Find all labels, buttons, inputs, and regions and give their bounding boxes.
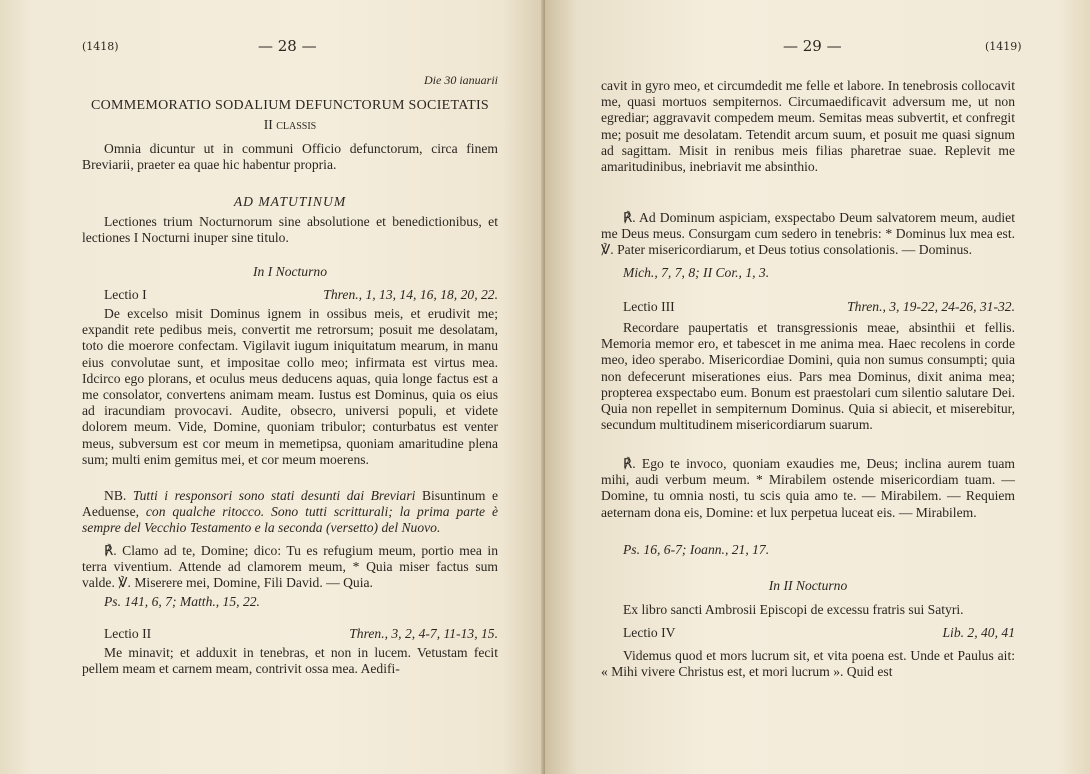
lectio-4-header: [623, 625, 1015, 641]
left-page-header: (1418): [82, 40, 119, 53]
responsory-1: ℟. Clamo ad te, Domine; dico: Tu es refugium meum, portio mea in terra viventium. Attende ad clamorem meum, * Quia miser factus sum valde. ℣. Miserere mei, Domine, Fili David. — Quia.: [82, 543, 498, 591]
lectio-3-reference: Thren., 3, 19-22, 24-26, 31-32.: [847, 299, 1015, 314]
nb-note: [82, 488, 498, 537]
nocturno-1-heading: In I Nocturno: [252, 264, 327, 279]
office-class: II classis: [263, 117, 317, 132]
lectio-1-header: [104, 287, 498, 303]
date-line: Die 30 ianuarii: [424, 73, 498, 87]
lectio-4-text: Videmus quod et mors lucrum sit, et vita poena est. Unde et Paulus ait: « Mihi vivere Christus est, et mori lucrum ». Quid est: [601, 648, 1015, 680]
left-page-number: — 28 —: [258, 37, 317, 55]
responsory-2: ℟. Ad Dominum aspiciam, exspectabo Deum salvatorem meum, audiet me Deus meus. Consurgam cum sedero in tenebris: * Dominus lux mea est. ℣. Pater misericordiarum, et Deus totius consolationis. — Dominus.: [601, 210, 1015, 258]
lectio-2-label: Lectio II: [104, 626, 152, 641]
responsory-3-reference: Ps. 16, 6-7; Ioann., 21, 17.: [623, 542, 770, 557]
responsory-1-reference: Ps. 141, 6, 7; Matth., 15, 22.: [104, 594, 260, 609]
intro-paragraph: Omnia dicuntur ut in communi Officio defunctorum, circa finem Breviarii, praeter ea quae hic habentur propria.: [82, 141, 498, 173]
matutinum-heading: AD MATUTINUM: [233, 194, 347, 209]
lectio-2-continuation: cavit in gyro meo, et circumdedit me felle et labore. In tenebrosis collocavit me, quasi mortuos sempiternos. Circumaedificavit adversum me, ut non egrediar; aggravavit compedem meum. Semitas meas subvertit, et confregit me; posuit me desolatam. Tetendit arcum suum, et posuit me quasi signum ad sagittam. Misit in renibus meis filias pharetrae suae. Replevit me amaritudinibus, inebriavit me absinthio.: [601, 78, 1015, 175]
lectio-1-label: Lectio I: [104, 287, 147, 302]
responsory-2-reference: Mich., 7, 7, 8; II Cor., 1, 3.: [623, 265, 770, 280]
lectio-3-text: Recordare paupertatis et transgressionis meae, absinthii et fellis. Memoria memor ero, et tabescet in me anima mea. Haec recolens in corde meo, ideo sperabo. Misericordiae Domini, quia non sumus consumpti; quia non defecerunt miserationes eius. Pars mea Dominus, dixit anima mea; propterea exspectabo eum. Bonum est praestolari cum silentio salutare Dei. Quia non repellet in sempiternum Dominus. Quia si abiecit, et miserebitur, secundum multitudinem misericordiarum suarum.: [601, 320, 1015, 433]
nb-italic-2: con qualche ritocco. Sono tutti scritturali; la prima parte è sempre del Vecchio Testamento e la seconda (versetto) del Nuovo.: [82, 504, 498, 536]
nb-prefix: NB.: [104, 488, 127, 503]
lectio-3-label: Lectio III: [623, 299, 675, 314]
lectio-1-text: De excelso misit Dominus ignem in ossibus meis, et erudivit me; expandit rete pedibus meis, convertit me retrorsum; posuit me desolatam, toto die moerore confectam. Vigilavit iugum iniquitatum mearum, in manu eius convolutae sunt, et impositae collo meo; infirmata est virtus mea. Idcirco ego plorans, et oculus meus deducens aquas, quia longe factus est a me consolator, convertens animam meam. Iustus est Dominus, quia os eius ad iracundiam provocavi. Audite, obsecro, universi populi, et videte dolorem meum. Vide, Domine, quoniam tribulor; conturbatus est venter meus, subversum est cor meum in memetipsa, quoniam amaritudine plena sum; multi enim gemitus mei, et cor meum moerens.: [82, 306, 498, 467]
office-title: COMMEMORATIO SODALIUM DEFUNCTORUM SOCIETATIS: [90, 98, 489, 113]
nb-italic-1: Tutti i responsori sono stati desunti dai Breviari: [132, 488, 416, 503]
nb-plain: Bisuntinum e Aeduense,: [82, 488, 498, 520]
right-page: [545, 0, 1090, 774]
lectio-4-reference: Lib. 2, 40, 41: [942, 625, 1015, 640]
lectio-3-header: [623, 299, 1015, 315]
responsory-3: ℟. Ego te invoco, quoniam exaudies me, Deus; inclina aurem tuam mihi, audi verbum meum. * Mirabilem ostende misericordiam tuam. — Domine, tu omnia nosti, tu scis quia amo te. — Mirabilem. — Requiem aeternam dona eis, Domine: et lux perpetua luceat eis. — Mirabilem.: [601, 456, 1015, 520]
right-page-number: — 29 —: [783, 37, 842, 55]
ambrose-source-line: Ex libro sancti Ambrosii Episcopi de excessu fratris sui Satyri.: [623, 602, 964, 617]
lectio-4-label: Lectio IV: [623, 625, 676, 640]
matutinum-paragraph: Lectiones trium Nocturnorum sine absolutione et benedictionibus, et lectiones I Nocturni inuper sine titulo.: [82, 214, 498, 246]
lectio-2-header: [104, 626, 498, 642]
lectio-2-text: Me minavit; et adduxit in tenebras, et non in lucem. Vetustam fecit pellem meam et carnem meam, contrivit ossa mea. Aedifi-: [82, 645, 498, 677]
nocturno-2-heading: In II Nocturno: [768, 578, 848, 593]
lectio-1-reference: Thren., 1, 13, 14, 16, 18, 20, 22.: [323, 287, 498, 302]
right-page-header: (1419): [985, 40, 1022, 53]
lectio-2-reference: Thren., 3, 2, 4-7, 11-13, 15.: [349, 626, 498, 641]
